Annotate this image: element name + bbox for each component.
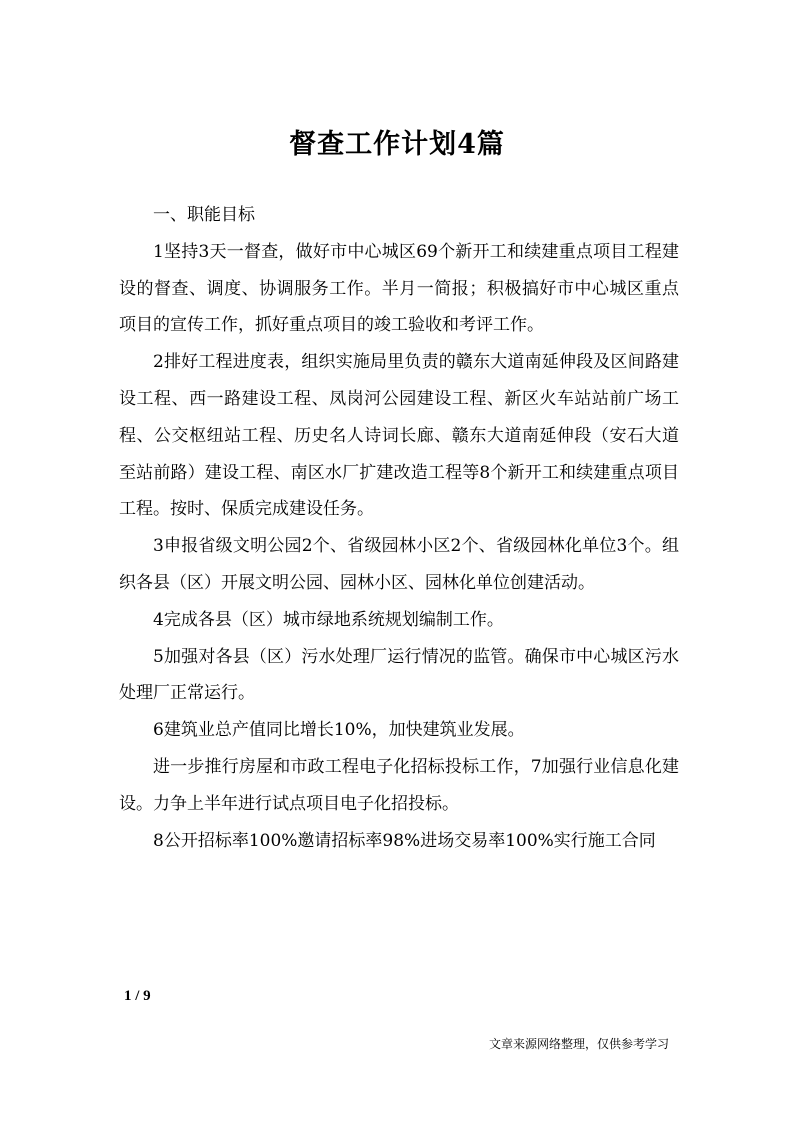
paragraph-5: 5加强对各县（区）污水处理厂运行情况的监管。确保市中心城区污水处理厂正常运行。 (119, 646, 679, 704)
document-title: 督查工作计划4篇 (289, 129, 505, 160)
document-body (119, 197, 679, 859)
paragraph-7: 进一步推行房屋和市政工程电子化招标投标工作，7加强行业信息化建设。力争上半年进行试点项目电子化招投标。 (119, 756, 679, 814)
paragraph-1: 1坚持3天一督查，做好市中心城区69个新开工和续建重点项目工程建设的督查、调度、协调服务工作。半月一简报；积极搞好市中心城区重点项目的宣传工作，抓好重点项目的竣工验收和考评工作。 (119, 241, 679, 336)
paragraph-3: 3申报省级文明公园2个、省级园林小区2个、省级园林化单位3个。组织各县（区）开展文明公园、园林小区、园林化单位创建活动。 (119, 536, 679, 593)
footer-note: 文章来源网络整理，仅供参考学习 (488, 1037, 669, 1051)
paragraph-6: 6建筑业总产值同比增长10%，加快建筑业发展。 (153, 720, 525, 741)
paragraph-2: 2排好工程进度表，组织实施局里负责的赣东大道南延伸段及区间路建设工程、西一路建设工程、凤岗河公园建设工程、新区火车站站前广场工程、公交枢纽站工程、历史名人诗词长廊、赣东大道南延伸段（安石大道至站前路）建设工程、南区水厂扩建改造工程等8个新开工和续建重点项目工程。按时、保质完成建设任务。 (119, 352, 679, 520)
page-number: 1 / 9 (124, 988, 151, 1004)
paragraph-4: 4完成各县（区）城市绿地系统规划编制工作。 (153, 609, 504, 630)
paragraph-8: 8公开招标率100%邀请招标率98%进场交易率100%实行施工合同 (153, 830, 656, 851)
section-heading: 一、职能目标 (153, 205, 255, 225)
